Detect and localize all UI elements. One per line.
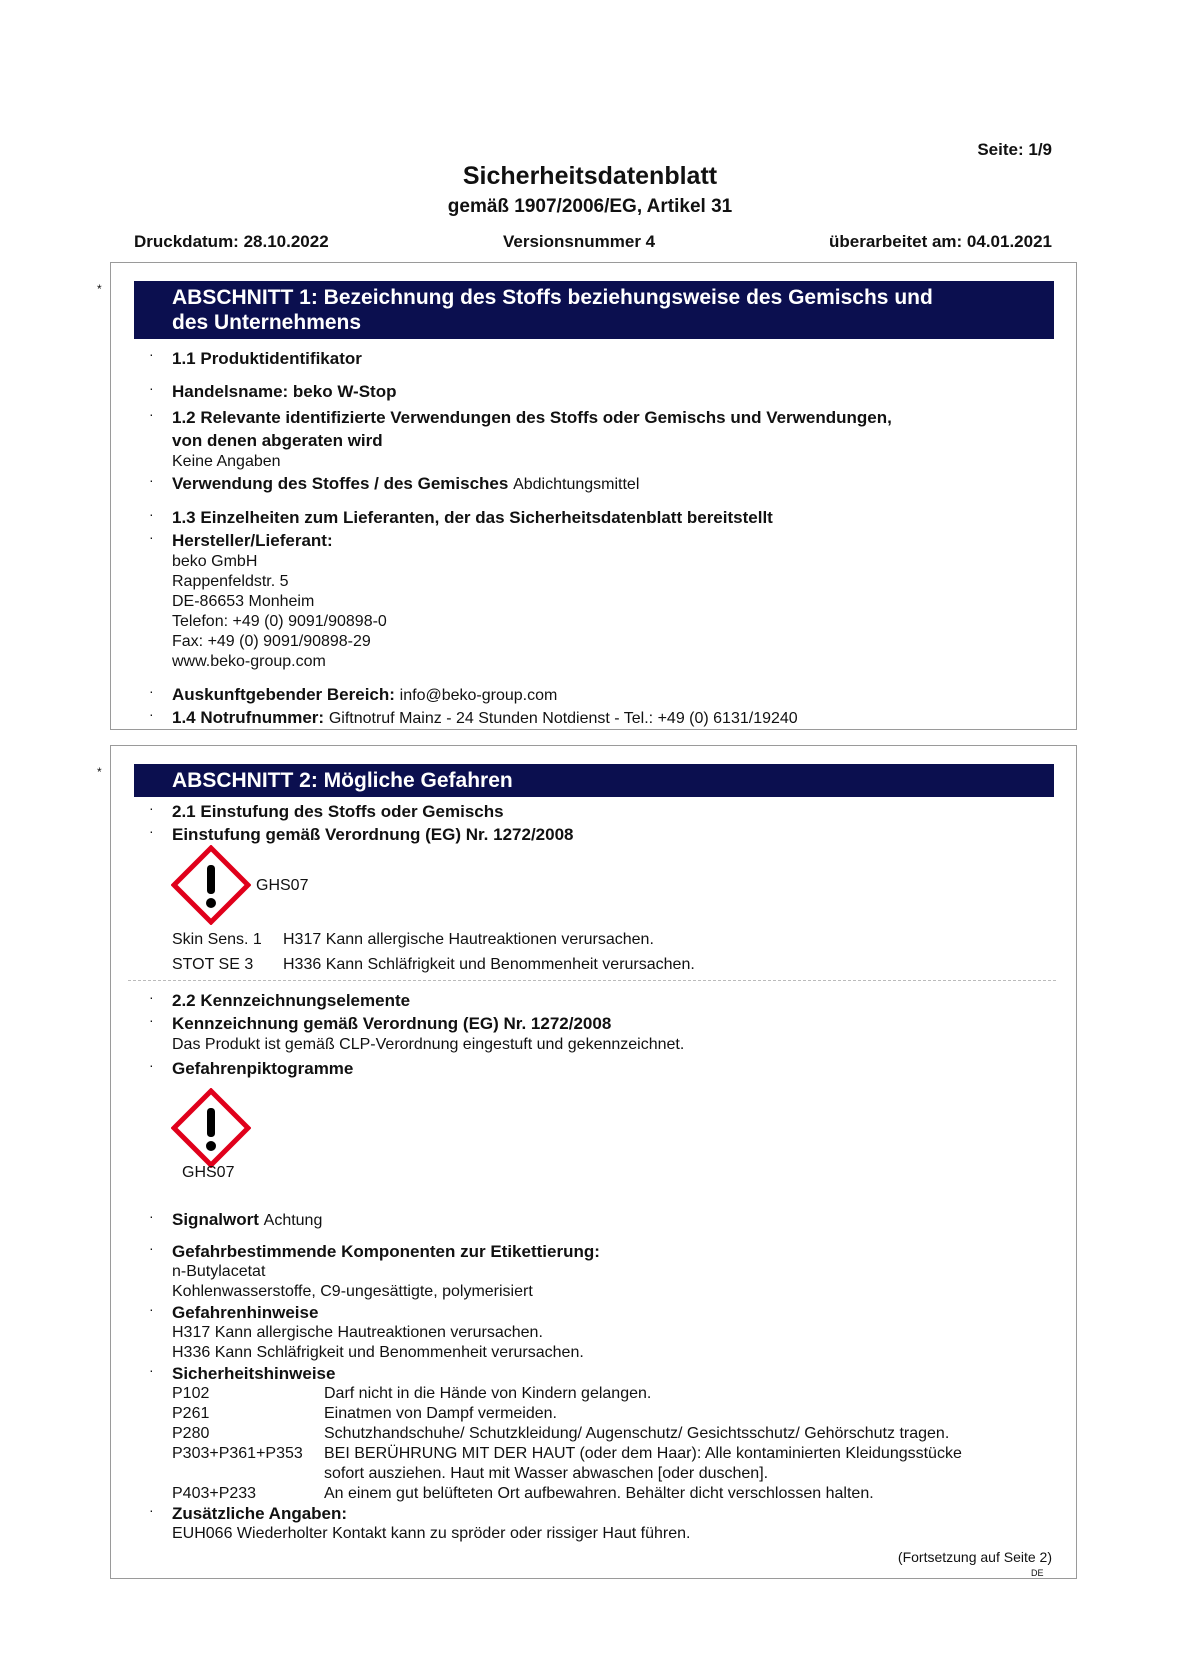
- s12-value: Keine Angaben: [172, 453, 281, 470]
- continuation-note: (Fortsetzung auf Seite 2): [897, 1549, 1052, 1565]
- bullet: ·: [149, 506, 154, 522]
- bullet: ·: [149, 529, 154, 545]
- bullet: ·: [149, 380, 154, 396]
- exclamation-mark-icon: [171, 1088, 251, 1168]
- change-marker: *: [97, 765, 102, 779]
- component-item: n-Butylacetat: [172, 1263, 266, 1280]
- signal-line: [172, 1210, 322, 1230]
- precaution-text: Schutzhandschuhe/ Schutzkleidung/ Augenschutz/ Gesichtsschutz/ Gehörschutz tragen.: [324, 1425, 950, 1442]
- info-label: Auskunftgebender Bereich:: [172, 685, 395, 704]
- precaution-code: P261: [172, 1405, 210, 1422]
- s13-heading: 1.3 Einzelheiten zum Lieferanten, der das Sicherheitsdatenblatt bereitstellt: [172, 508, 773, 527]
- hazard-statement: H336 Kann Schläfrigkeit und Benommenheit verursachen.: [283, 956, 695, 973]
- precaution-text: Einatmen von Dampf vermeiden.: [324, 1405, 557, 1422]
- usage-label: Verwendung des Stoffes / des Gemisches: [172, 474, 509, 493]
- manufacturer-label: Hersteller/Lieferant:: [172, 531, 333, 550]
- s11-heading: 1.1 Produktidentifikator: [172, 349, 362, 368]
- signal-label: Signalwort: [172, 1210, 259, 1229]
- classification-heading: Einstufung gemäß Verordnung (EG) Nr. 1272/2008: [172, 825, 574, 844]
- bullet: ·: [149, 1208, 154, 1224]
- bullet: ·: [149, 1057, 154, 1073]
- hazard-statements-heading: Gefahrenhinweise: [172, 1303, 319, 1322]
- precaution-code: P403+P233: [172, 1485, 257, 1502]
- address-fax: Fax: +49 (0) 9091/90898-29: [172, 633, 371, 650]
- s12-heading-line1: 1.2 Relevante identifizierte Verwendungen des Stoffs oder Gemischs und Verwendungen,: [172, 408, 892, 427]
- bullet: ·: [149, 1502, 154, 1518]
- section1-title-line1: ABSCHNITT 1: Bezeichnung des Stoffs beziehungsweise des Gemischs und: [172, 286, 933, 309]
- address-city: DE-86653 Monheim: [172, 593, 315, 610]
- usage-value: Abdichtungsmittel: [513, 476, 640, 493]
- info-email: info@beko-group.com: [399, 687, 558, 704]
- labelling-text: Das Produkt ist gemäß CLP-Verordnung eingestuft und gekennzeichnet.: [172, 1036, 685, 1053]
- version-number: Versionsnummer 4: [503, 232, 656, 251]
- s12-heading-line2: von denen abgeraten wird: [172, 431, 383, 450]
- print-date: Druckdatum: 28.10.2022: [134, 232, 329, 251]
- emergency-label: 1.4 Notrufnummer:: [172, 708, 325, 727]
- labelling-heading: Kennzeichnung gemäß Verordnung (EG) Nr. 1272/2008: [172, 1014, 612, 1033]
- precaution-text: Darf nicht in die Hände von Kindern gelangen.: [324, 1385, 652, 1402]
- hazard-statement: H317 Kann allergische Hautreaktionen verursachen.: [283, 931, 654, 948]
- pictogram-code: GHS07: [182, 1164, 235, 1181]
- section2-header: [134, 764, 1054, 797]
- hazard-statement-item: H317 Kann allergische Hautreaktionen verursachen.: [172, 1324, 543, 1341]
- bullet: ·: [149, 1012, 154, 1028]
- emergency-line: [172, 708, 798, 728]
- exclamation-mark-icon: [171, 845, 251, 925]
- additional-text: EUH066 Wiederholter Kontakt kann zu spröder oder rissiger Haut führen.: [172, 1525, 691, 1542]
- precaution-text: An einem gut belüfteten Ort aufbewahren. Behälter dicht verschlossen halten.: [324, 1485, 874, 1502]
- bullet: ·: [149, 683, 154, 699]
- precaution-text-continued: sofort ausziehen. Haut mit Wasser abwaschen [oder duschen].: [324, 1465, 769, 1482]
- s21-heading: 2.1 Einstufung des Stoffs oder Gemischs: [172, 802, 504, 821]
- address-street: Rappenfeldstr. 5: [172, 573, 289, 590]
- bullet: ·: [149, 406, 154, 422]
- usage-line: [172, 474, 639, 494]
- component-item: Kohlenwasserstoffe, C9-ungesättigte, polymerisiert: [172, 1283, 533, 1300]
- pictograms-heading: Gefahrenpiktogramme: [172, 1059, 354, 1078]
- precaution-code: P280: [172, 1425, 210, 1442]
- bullet: ·: [149, 706, 154, 722]
- document-title: Sicherheitsdatenblatt: [462, 162, 718, 190]
- bullet: ·: [149, 1301, 154, 1317]
- hazard-statement-item: H336 Kann Schläfrigkeit und Benommenheit verursachen.: [172, 1344, 584, 1361]
- address-company: beko GmbH: [172, 553, 258, 570]
- language-code: DE: [1028, 1568, 1047, 1578]
- bullet: ·: [149, 989, 154, 1005]
- info-line: [172, 685, 557, 705]
- address-phone: Telefon: +49 (0) 9091/90898-0: [172, 613, 387, 630]
- section1-title-line2: des Unternehmens: [172, 311, 362, 334]
- bullet: ·: [149, 472, 154, 488]
- bullet: ·: [149, 823, 154, 839]
- signal-value: Achtung: [263, 1212, 323, 1229]
- precaution-code: P303+P361+P353: [172, 1445, 303, 1462]
- s22-heading: 2.2 Kennzeichnungselemente: [172, 991, 411, 1010]
- change-marker: *: [97, 282, 102, 296]
- emergency-value: Giftnotruf Mainz - 24 Stunden Notdienst - Tel.: +49 (0) 6131/19240: [328, 710, 798, 727]
- precaution-text: BEI BERÜHRUNG MIT DER HAUT (oder dem Haar): Alle kontaminierten Kleidungsstücke: [324, 1445, 962, 1462]
- bullet: ·: [149, 1362, 154, 1378]
- bullet: ·: [149, 1240, 154, 1256]
- precautions-heading: Sicherheitshinweise: [172, 1364, 336, 1383]
- revised-date: überarbeitet am: 04.01.2021: [828, 232, 1052, 251]
- trade-name: Handelsname: beko W-Stop: [172, 382, 397, 401]
- page-number: Seite: 1/9: [977, 140, 1052, 159]
- components-heading: Gefahrbestimmende Komponenten zur Etikettierung:: [172, 1242, 600, 1261]
- address-website: www.beko-group.com: [172, 653, 326, 670]
- hazard-class: STOT SE 3: [172, 956, 254, 973]
- ghs-code: GHS07: [256, 877, 309, 894]
- precaution-code: P102: [172, 1385, 210, 1402]
- hazard-class: Skin Sens. 1: [172, 931, 262, 948]
- section1-header: [134, 281, 1054, 339]
- document-subtitle: gemäß 1907/2006/EG, Artikel 31: [447, 196, 733, 217]
- bullet: ·: [149, 346, 154, 362]
- section2-title: ABSCHNITT 2: Mögliche Gefahren: [172, 769, 513, 792]
- additional-heading: Zusätzliche Angaben:: [172, 1504, 348, 1523]
- bullet: ·: [149, 800, 154, 816]
- divider: [128, 980, 1056, 981]
